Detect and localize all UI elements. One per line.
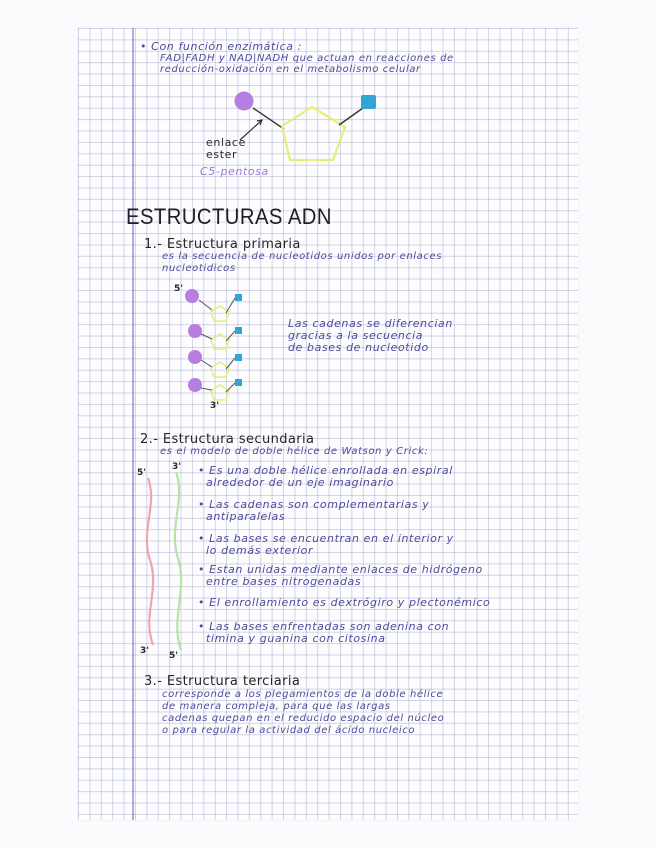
secondary-point-3-line-1: • Las bases se encuentran en el interior y (198, 532, 454, 545)
primary-note-1: Las cadenas se diferencian (288, 317, 453, 330)
strand-label-5-bottom: 5' (169, 651, 179, 661)
tertiary-heading: 3.- Estructura terciaria (144, 674, 301, 689)
tertiary-line-2: de manera compleja, para que las largas (162, 701, 391, 712)
tertiary-line-1: corresponde a los plegamientos de la doble hélice (162, 689, 444, 700)
secondary-point-6-line-2: timina y guanina con citosina (206, 632, 386, 645)
primary-note-2: gracias a la secuencia (288, 329, 424, 342)
secondary-point-1-line-1: • Es una doble hélice enrollada en espiral (198, 464, 453, 477)
strand-label-3-top: 3' (172, 462, 182, 472)
tertiary-line-3: cadenas quepan en el reducido espacio del núcleo (162, 713, 445, 724)
tertiary-line-4: o para regular la actividad del ácido nucleico (162, 725, 416, 736)
primary-end-3: 3' (210, 401, 220, 411)
primary-heading: 1.- Estructura primaria (144, 237, 301, 252)
secondary-point-2-line-1: • Las cadenas son complementarias y (198, 498, 430, 511)
secondary-point-1-line-2: alrededor de un eje imaginario (206, 476, 394, 489)
pentose-label: C5-pentosa (200, 165, 269, 178)
primary-note-3: de bases de nucleotido (288, 341, 429, 354)
intro-line-1: • Con función enzimática : (140, 40, 302, 53)
secondary-desc: es el modelo de doble hélice de Watson y Crick: (160, 446, 429, 457)
secondary-point-3-line-2: lo demás exterior (206, 544, 314, 557)
strand-label-5-top: 5' (137, 468, 147, 478)
secondary-point-4-line-2: entre bases nitrogenadas (206, 575, 362, 588)
intro-line-2: FAD|FADH y NAD|NADH que actuan en reacciones de (160, 53, 454, 64)
primary-desc-2: nucleotidicos (162, 263, 236, 274)
secondary-point-6-line-1: • Las bases enfrentadas son adenina con (198, 620, 450, 633)
strand-label-3-bottom: 3' (140, 646, 150, 656)
primary-desc-1: es la secuencia de nucleotidos unidos por enlaces (162, 251, 443, 262)
page-title: ESTRUCTURAS ADN (126, 204, 332, 229)
helix-strand-a (147, 478, 153, 645)
helix-strand-b (175, 472, 181, 650)
bond-label-enlace: enlace (206, 136, 246, 149)
intro-line-3: reducción-oxidación en el metabolismo celular (160, 64, 421, 75)
secondary-point-5-line-1: • El enrollamiento es dextrógiro y plectonémico (198, 596, 491, 609)
secondary-point-4-line-1: • Estan unidas mediante enlaces de hidrógeno (198, 563, 483, 576)
bond-label-ester: ester (206, 148, 238, 161)
secondary-point-2-line-2: antiparalelas (206, 510, 286, 523)
secondary-heading: 2.- Estructura secundaria (140, 432, 315, 447)
primary-end-5: 5' (174, 284, 184, 294)
